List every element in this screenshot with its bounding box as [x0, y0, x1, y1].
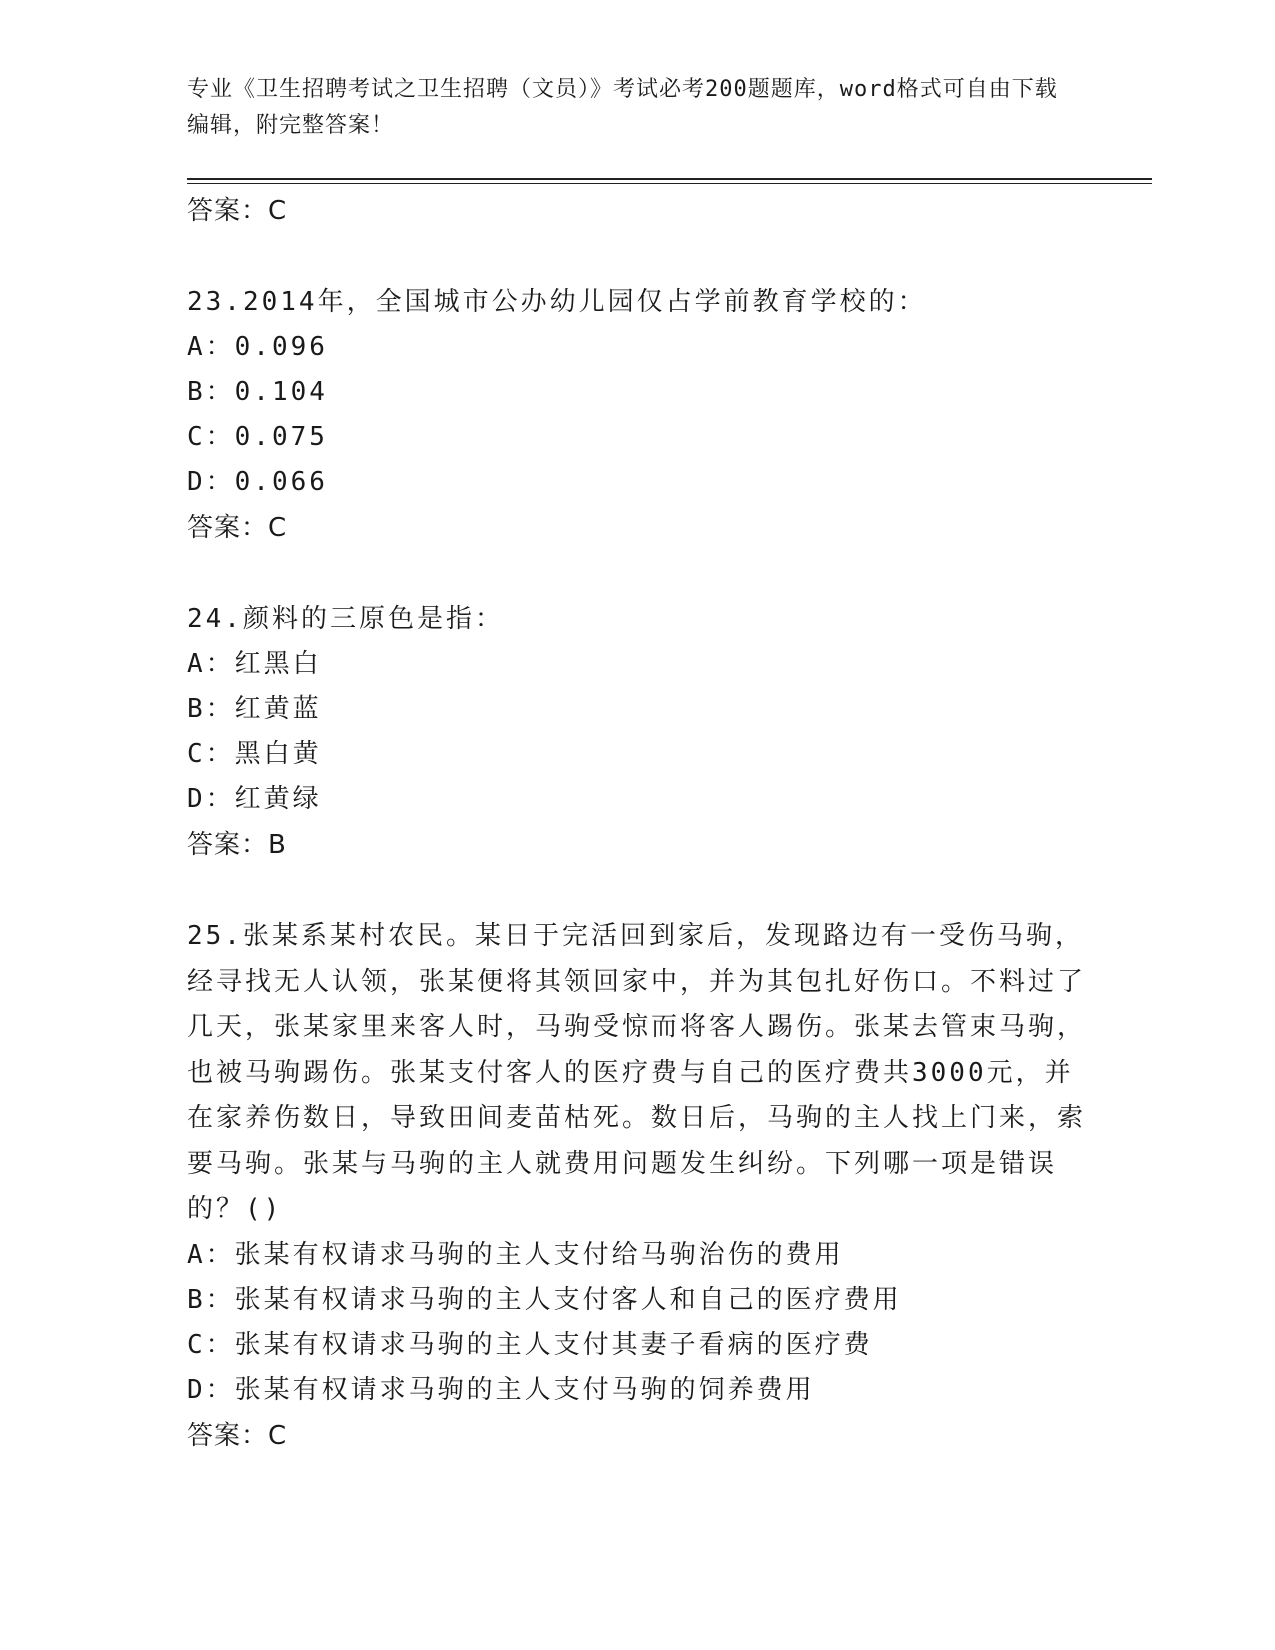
option-a: A：张某有权请求马驹的主人支付给马驹治伤的费用 [187, 1239, 844, 1270]
question-24 [187, 597, 1087, 868]
question-list [187, 188, 1087, 1459]
question-answer: 答案：B [187, 830, 287, 860]
spacer [187, 234, 1087, 280]
document-header: 专业《卫生招聘考试之卫生招聘（文员）》考试必考200题题库，word格式可自由下载编辑，附完整答案！ [187, 77, 1058, 138]
question-25 [187, 914, 1087, 1459]
option-b: B：0.104 [187, 377, 328, 407]
header-divider-thin [187, 183, 1152, 184]
question-stem: 24.颜料的三原色是指： [187, 604, 504, 634]
option-c: C：0.075 [187, 422, 328, 452]
option-c: C：黑白黄 [187, 739, 322, 769]
option-c: C：张某有权请求马驹的主人支付其妻子看病的医疗费 [187, 1329, 873, 1360]
spacer [187, 551, 1087, 597]
option-d: D：红黄绿 [187, 784, 322, 814]
question-stem: 23.2014年，全国城市公办幼儿园仅占学前教育学校的： [187, 287, 927, 317]
question-stem: 25.张某系某村农民。某日于完活回到家后，发现路边有一受伤马驹，经寻找无人认领，张某便将其领回家中，并为其包扎好伤口。不料过了几天，张某家里来客人时，马驹受惊而将客人踢伤。张某去管束马驹，也被马驹踢伤。张某支付客人的医疗费与自己的医疗费共3000元，并在家养伤数日，导致田间麦苗枯死。数日后，马驹的主人找上门来，索要马驹。张某与马驹的主人就费用问题发生纠纷。下列哪一项是错误的？() [187, 921, 1087, 1224]
spacer [187, 868, 1087, 914]
previous-answer: 答案：C [187, 196, 288, 226]
question-answer: 答案：C [187, 1420, 288, 1451]
option-d: D：张某有权请求马驹的主人支付马驹的饲养费用 [187, 1374, 815, 1405]
option-b: B：张某有权请求马驹的主人支付客人和自己的医疗费用 [187, 1284, 902, 1315]
option-a: A：0.096 [187, 332, 328, 362]
option-d: D：0.066 [187, 467, 328, 497]
option-b: B：红黄蓝 [187, 694, 322, 724]
question-answer: 答案：C [187, 513, 288, 543]
option-a: A：红黑白 [187, 649, 322, 679]
header-divider-thick [187, 178, 1152, 180]
question-23 [187, 280, 1087, 551]
